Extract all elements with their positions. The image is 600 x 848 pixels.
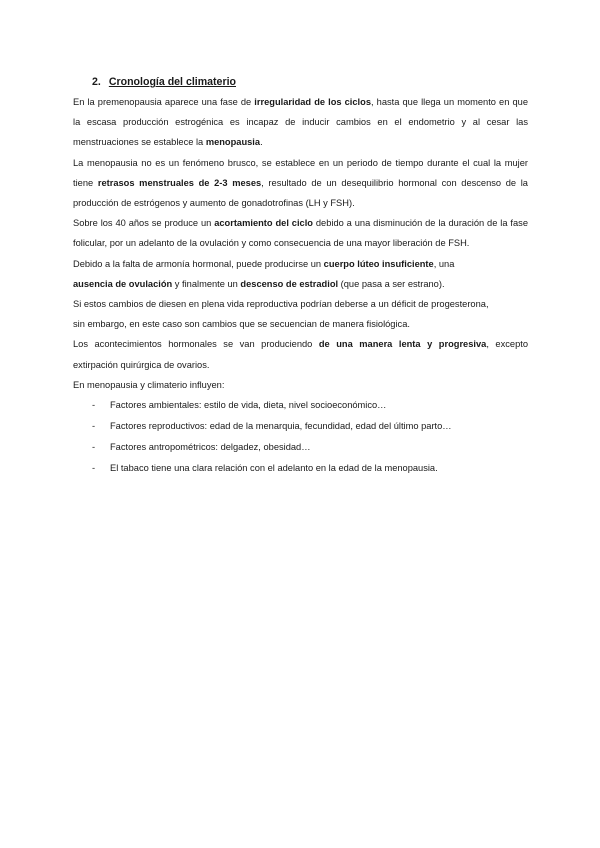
paragraph-armonia-hormonal xyxy=(73,254,528,294)
paragraph-acontecimientos xyxy=(73,334,528,374)
p1-text-3: . xyxy=(260,137,263,148)
section-number: 2. xyxy=(92,76,101,88)
list-item-text: Factores reproductivos: edad de la menarquia, fecundidad, edad del último parto… xyxy=(110,421,452,432)
p3-text-1: Sobre los 40 años se produce un xyxy=(73,218,215,229)
p1-text-2: , hasta que llega un momento en que la escasa producción estrogénica es incapaz de inducir cambios en el endometrio y al cesar las menstruaciones se establece la xyxy=(73,97,528,148)
list-item-text: Factores ambientales: estilo de vida, dieta, nivel socioeconómico… xyxy=(110,400,387,411)
p4-text-4: (que pasa a ser estrano). xyxy=(338,278,445,289)
list-dash: - xyxy=(92,463,96,474)
paragraph-influyen: En menopausia y climaterio influyen: xyxy=(73,379,225,390)
list-item xyxy=(92,458,528,479)
list-dash: - xyxy=(92,442,96,453)
p2-text-2: , resultado de un desequilibrio hormonal con descenso de la producción de estrógenos y aumento de gonadotrofinas (LH y FSH). xyxy=(73,177,528,209)
p5-line-2: sin embargo, en este caso son cambios que se secuencian de manera fisiológica. xyxy=(73,319,410,330)
list-dash: - xyxy=(92,421,96,432)
p4-bold-1: cuerpo lúteo insuficiente xyxy=(323,258,434,269)
list-item-text: Factores antropométricos: delgadez, obesidad… xyxy=(110,442,311,453)
p1-bold-1: irregularidad de los ciclos xyxy=(254,97,371,107)
p2-bold-1: retrasos menstruales de 2-3 meses xyxy=(97,177,262,188)
paragraph-premenopausia xyxy=(73,92,528,153)
paragraph-menopausia xyxy=(73,153,528,214)
p3-text-2: debido a una disminución de la duración de la fase folicular, por un adelanto de la ovulación y como consecuencia de una mayor liberación de FSH. xyxy=(73,218,528,249)
p2-text-1: La menopausia no es un fenómeno brusco, se establece en un periodo de tiempo durante el cual la mujer tiene xyxy=(73,157,528,188)
paragraph-40-anos xyxy=(73,213,528,253)
section-heading xyxy=(92,72,528,92)
p6-text-2: , excepto extirpación quirúrgica de ovarios. xyxy=(73,339,528,370)
p5-line-1: Si estos cambios de diesen en plena vida reproductiva podrían deberse a un déficit de progesterona, xyxy=(73,299,489,310)
paragraph-vida-reproductiva xyxy=(73,294,528,334)
factors-list xyxy=(73,395,528,479)
document-body xyxy=(73,72,528,479)
p4-text-2: , una xyxy=(433,258,455,269)
list-item xyxy=(92,437,528,458)
p1-text-1: En la premenopausia aparece una fase de xyxy=(73,97,255,107)
list-item-text: El tabaco tiene una clara relación con el adelanto en la edad de la menopausia. xyxy=(110,463,438,474)
p1-bold-2: menopausia xyxy=(205,137,261,148)
p4-bold-2: ausencia de ovulación xyxy=(73,278,173,289)
list-item xyxy=(92,395,528,416)
section-title: Cronología del climaterio xyxy=(108,76,236,88)
p4-text-1: Debido a la falta de armonía hormonal, puede producirse un xyxy=(73,258,324,269)
p4-text-3: y finalmente un xyxy=(172,278,241,289)
list-item xyxy=(92,416,528,437)
p4-bold-3: descenso de estradiol xyxy=(240,278,339,289)
list-dash: - xyxy=(92,400,96,411)
p6-text-1: Los acontecimientos hormonales se van produciendo xyxy=(73,339,319,350)
p6-bold-1: de una manera lenta y progresiva xyxy=(318,339,487,350)
p3-bold-1: acortamiento del ciclo xyxy=(214,218,313,229)
